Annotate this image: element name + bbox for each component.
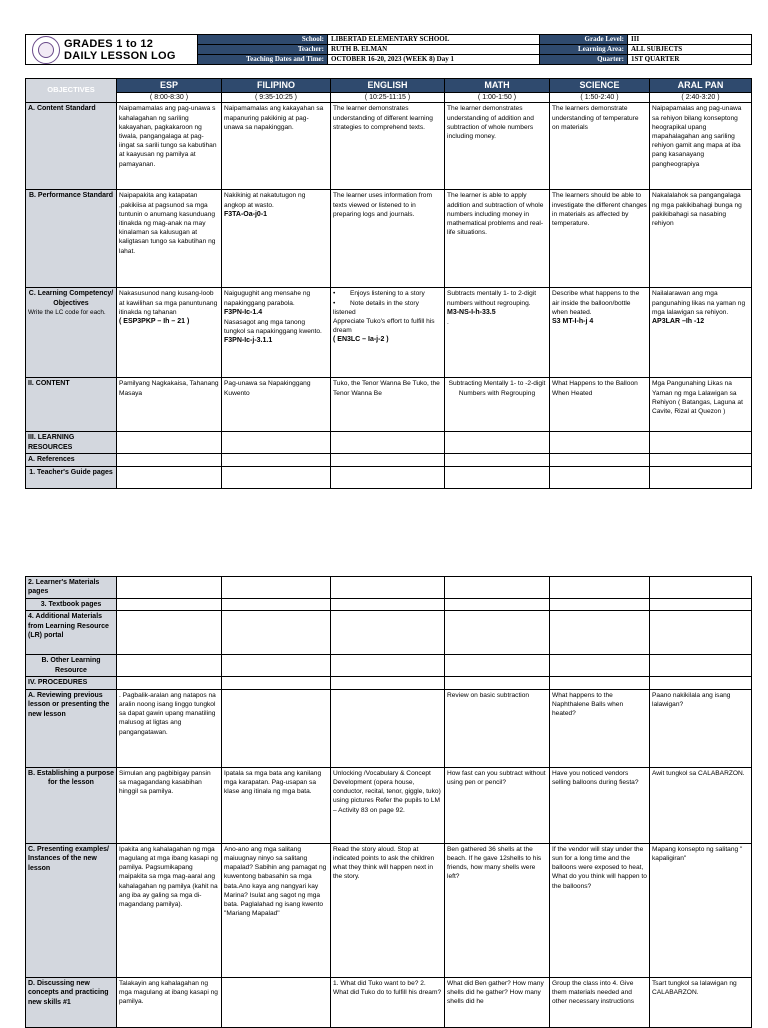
performance-standard-label: B. Performance Standard bbox=[26, 190, 117, 288]
performance-standard-math: The learner is able to apply addition and subtraction of whole numbers including money in mathematical problems and real-life situations. bbox=[445, 190, 550, 288]
competency-science-text: Describe what happens to the air inside the balloon/bottle when heated. bbox=[552, 290, 640, 316]
presenting-science: If the vendor will stay under the sun for a long time and the balloons were exposed to heat, What do you think will happen to the balloons? bbox=[550, 843, 650, 977]
time-english: ( 10:25-11:15 ) bbox=[331, 92, 445, 103]
competency-filipino-text1: Naigugughit ang mensahe ng napakinggang parabola. bbox=[224, 290, 311, 307]
content-math: Subtracting Mentally 1- to -2-digit Numbers with Regrouping bbox=[445, 378, 550, 432]
references-label: A. References bbox=[26, 454, 117, 466]
lesson-table-page2 bbox=[25, 576, 752, 1028]
performance-standard-esp: Naipapakita ang katapatan ,pakikiisa at pagsunod sa mga tuntunin o anumang kasunduang itinakda ng mag-anak na may kinalaman sa kalusugan at kaligtasan tungo sa kabutihan ng lahat. bbox=[117, 190, 222, 288]
presenting-label: C. Presenting examples/ Instances of the new lesson bbox=[26, 843, 117, 977]
time-math: ( 1:00-1:50 ) bbox=[445, 92, 550, 103]
competency-english bbox=[331, 288, 445, 378]
competency-note: Write the LC code for each. bbox=[28, 309, 106, 317]
competency-label bbox=[26, 288, 117, 378]
procedures-label: IV. PROCEDURES bbox=[26, 677, 117, 689]
establishing-label: B. Establishing a purpose for the lesson bbox=[26, 767, 117, 843]
competency-english-bullet2-text: Note details in the story listened bbox=[333, 299, 419, 316]
area-value: ALL SUBJECTS bbox=[628, 45, 752, 55]
presenting-esp: Ipakita ang kahalagahan ng mga magulang at mga ibang kasapi ng pamilya. Pagsumikapang maipakita sa mga mag-aaral ang kahalagahan ng pamilya (kahit na ang iba ay galing sa mga di-magandang pamilya). bbox=[117, 843, 222, 977]
competency-esp bbox=[117, 288, 222, 378]
competency-aralpan-code: AP3LAR –Ih -12 bbox=[652, 318, 705, 326]
brand-subtitle: DAILY LESSON LOG bbox=[64, 49, 176, 62]
grade-value: III bbox=[628, 35, 752, 45]
quarter-label: Quarter: bbox=[540, 55, 628, 65]
grade-label: Grade Level: bbox=[540, 35, 628, 45]
competency-math bbox=[445, 288, 550, 378]
header-table bbox=[25, 34, 752, 65]
other-resource-label: B. Other Learning Resource bbox=[26, 655, 117, 677]
competency-english-code: ( EN3LC – Ia-j-2 ) bbox=[333, 336, 389, 344]
competency-math-dot: . bbox=[447, 318, 449, 326]
content-standard-esp: Naipamamalas ang pag-unawa s kahalagahan ng sariling kakayahan, pagkakaroon ng tiwala, pangangalaga at pag-iingat sa sarili tungo sa kabutihan at kaayusan ng pamilya at pamayanan. bbox=[117, 103, 222, 190]
competency-esp-code: ( ESP3PKP – Ih – 21 ) bbox=[119, 318, 190, 326]
teacher-label: Teacher: bbox=[198, 45, 328, 55]
content-standard-aralpan: Naipapamalas ang pag-unawa sa rehiyon bilang konseptong heograpikal upang mapahalagahan ang sariling rehiyon gamit ang mapa at iba pang kasanayang pangheograpiya bbox=[650, 103, 752, 190]
content-standard-math: The learner demonstrates understanding of addition and subtraction of whole numbers including money. bbox=[445, 103, 550, 190]
content-standard-science: The learners demonstrate understanding of temperature on materials bbox=[550, 103, 650, 190]
content-english: Tuko, the Tenor Wanna Be Tuko, the Tenor Wanna Be bbox=[331, 378, 445, 432]
competency-filipino-code2: F3PN-Ic-j-3.1.1 bbox=[224, 337, 273, 345]
teacher-value: RUTH B. ELMAN bbox=[328, 45, 540, 55]
subject-math: MATH bbox=[445, 79, 550, 93]
establishing-esp: Simulan ang pagbibigay pansin sa magagandang kasabihan hinggil sa pamilya. bbox=[117, 767, 222, 843]
school-value: LIBERTAD ELEMENTARY SCHOOL bbox=[328, 35, 540, 45]
discussing-math: What did Ben gather? How many shells did he gather? How many shells did he bbox=[445, 977, 550, 1027]
additional-materials-label: 4. Additional Materials from Learning Resource (LR) portal bbox=[26, 611, 117, 655]
reviewing-math: Review on basic subtraction bbox=[445, 689, 550, 767]
reviewing-label: A. Reviewing previous lesson or presenting the new lesson bbox=[26, 689, 117, 767]
bullet-icon: • bbox=[333, 290, 350, 298]
competency-aralpan-text: Nailalarawan ang mga pangunahing likas na yaman ng mga lalawigan sa rehiyon. bbox=[652, 290, 746, 316]
competency-filipino bbox=[222, 288, 331, 378]
establishing-aralpan: Awit tungkol sa CALABARZON. bbox=[650, 767, 752, 843]
content-standard-label: A. Content Standard bbox=[26, 103, 117, 190]
logo-block bbox=[26, 35, 198, 65]
establishing-math: How fast can you subtract without using pen or pencil? bbox=[445, 767, 550, 843]
competency-english-bullet1 bbox=[333, 289, 442, 298]
competency-filipino-code1: F3PN-Ic-1.4 bbox=[224, 308, 263, 316]
competency-english-bullet2 bbox=[333, 299, 442, 317]
competency-esp-text: Nakasusunod nang kusang-loob at kawilihan sa mga panuntunang itinakda ng tahanan bbox=[119, 290, 218, 316]
discussing-filipino bbox=[222, 977, 331, 1027]
time-aralpan: ( 2:40-3:20 ) bbox=[650, 92, 752, 103]
area-label: Learning Area: bbox=[540, 45, 628, 55]
subject-esp: ESP bbox=[117, 79, 222, 93]
content-standard-filipino: Naipamamalas ang kakayahan sa mapanuring pakikinig at pag-unawa sa napakinggan. bbox=[222, 103, 331, 190]
competency-math-code: M3-NS-I-h-33.5 bbox=[447, 308, 496, 316]
content-label: II. CONTENT bbox=[26, 378, 117, 432]
discussing-english: 1. What did Tuko want to be? 2. What did Tuko do to fulfill his dream? bbox=[331, 977, 445, 1027]
competency-english-bullet1-text: Enjoys listening to a story bbox=[349, 290, 425, 298]
discussing-label: D. Discussing new concepts and practicing new skills #1 bbox=[26, 977, 117, 1027]
establishing-filipino: Ipatala sa mga bata ang kanilang mga karapatan. Pag-usapan sa klase ang itinala ng mga bata. bbox=[222, 767, 331, 843]
time-esp: ( 8:00-8:30 ) bbox=[117, 92, 222, 103]
textbook-label: 3. Textbook pages bbox=[26, 598, 117, 610]
subject-english: ENGLISH bbox=[331, 79, 445, 93]
deped-seal-icon bbox=[32, 36, 60, 64]
competency-science-code: S3 MT-I-h-j 4 bbox=[552, 318, 594, 326]
quarter-value: 1ST QUARTER bbox=[628, 55, 752, 65]
subject-aralpan: ARAL PAN bbox=[650, 79, 752, 93]
reviewing-aralpan: Paano nakikilala ang isang lalawigan? bbox=[650, 689, 752, 767]
competency-english-text: Appreciate Tuko's effort to fulfill his dream bbox=[333, 318, 435, 335]
discussing-esp: Talakayin ang kahalagahan ng mga magulang at ibang kasapi ng pamilya. bbox=[117, 977, 222, 1027]
time-science: ( 1:50-2:40 ) bbox=[550, 92, 650, 103]
competency-label-text: C. Learning Competency/ Objectives bbox=[28, 290, 114, 307]
competency-filipino-text2: Nasasagot ang mga tanong tungkol sa napakinggang kwento. bbox=[224, 318, 322, 335]
content-science: What Happens to the Balloon When Heated bbox=[550, 378, 650, 432]
subject-filipino: FILIPINO bbox=[222, 79, 331, 93]
lesson-table-page1 bbox=[25, 78, 752, 489]
performance-standard-filipino-code: F3TA-Oa-j0-1 bbox=[224, 210, 268, 218]
dates-label: Teaching Dates and Time: bbox=[198, 55, 328, 65]
content-aralpan: Mga Pangunahing Likas na Yaman ng mga Lalawigan sa Rehiyon ( Batangas, Laguna at Cavite, Rizal at Quezon ) bbox=[650, 378, 752, 432]
learners-materials-label: 2. Learner's Materials pages bbox=[26, 577, 117, 599]
objectives-header: OBJECTIVES bbox=[26, 79, 117, 103]
reviewing-filipino bbox=[222, 689, 331, 767]
reviewing-english bbox=[331, 689, 445, 767]
bullet-icon: • bbox=[333, 299, 350, 307]
performance-standard-filipino bbox=[222, 190, 331, 288]
presenting-english: Read the story aloud. Stop at indicated points to ask the children what they think will happen next in the story. bbox=[331, 843, 445, 977]
establishing-science: Have you noticed vendors selling balloons during fiesta? bbox=[550, 767, 650, 843]
performance-standard-filipino-text: Nakikinig at nakatutugon ng angkop at wasto. bbox=[224, 192, 306, 209]
time-filipino: ( 9:35-10:25 ) bbox=[222, 92, 331, 103]
school-label: School: bbox=[198, 35, 328, 45]
learning-resources-label: III. LEARNING RESOURCES bbox=[26, 432, 117, 454]
discussing-science: Group the class into 4. Give them materials needed and other necessary instructions bbox=[550, 977, 650, 1027]
reviewing-science: What happens to the Naphthalene Balls when heated? bbox=[550, 689, 650, 767]
reviewing-esp: . Pagbalik-aralan ang natapos na aralin noong isang linggo tungkol sa dapat gawin upang manatiling malusog at ligtas ang pangangatawan. bbox=[117, 689, 222, 767]
presenting-filipino: Ano-ano ang mga salitang maiuugnay ninyo sa salitang mapalad? Sabihin ang pamagat ng kuwentong babasahin sa mga bata.Ano kaya ang nangyari kay Marina? Isulat ang sagot ng mga bata. Paglalahad ng isang kwento "Mariang Mapalad" bbox=[222, 843, 331, 977]
discussing-aralpan: Tsart tungkol sa lalawigan ng CALABARZON. bbox=[650, 977, 752, 1027]
competency-aralpan bbox=[650, 288, 752, 378]
competency-math-text: Subtracts mentally 1- to 2-digit numbers without regrouping. bbox=[447, 290, 537, 307]
content-filipino: Pag-unawa sa Napakinggang Kuwento bbox=[222, 378, 331, 432]
dates-value: OCTOBER 16-20, 2023 (WEEK 8) Day 1 bbox=[328, 55, 540, 65]
performance-standard-science: The learners should be able to investigate the different changes in materials as affected by temperature. bbox=[550, 190, 650, 288]
content-esp: Pamilyang Nagkakaisa, Tahanang Masaya bbox=[117, 378, 222, 432]
performance-standard-english: The learner uses information from texts viewed or listened to in preparing logs and journals. bbox=[331, 190, 445, 288]
establishing-english: Unlocking /Vocabulary & Concept Development (opera house, conductor, recital, tenor, giggle, tuko) using pictures Refer the pupils to LM – Activity 83 on page 92. bbox=[331, 767, 445, 843]
content-standard-english: The learner demonstrates understanding of different learning strategies to comprehend texts. bbox=[331, 103, 445, 190]
presenting-math: Ben gathered 36 shells at the beach. If he gave 12shells to his friends, how many shells were left? bbox=[445, 843, 550, 977]
teachers-guide-label: 1. Teacher's Guide pages bbox=[26, 466, 117, 488]
subject-science: SCIENCE bbox=[550, 79, 650, 93]
presenting-aralpan: Mapang konsepto ng salitang " kapaligiran" bbox=[650, 843, 752, 977]
performance-standard-aralpan: Nakalalahok sa pangangalaga ng mga pakikibahagi bunga ng pakikibahagi sa nasabing rehiyon bbox=[650, 190, 752, 288]
brand-title: GRADES 1 to 12 bbox=[64, 37, 154, 50]
competency-science bbox=[550, 288, 650, 378]
